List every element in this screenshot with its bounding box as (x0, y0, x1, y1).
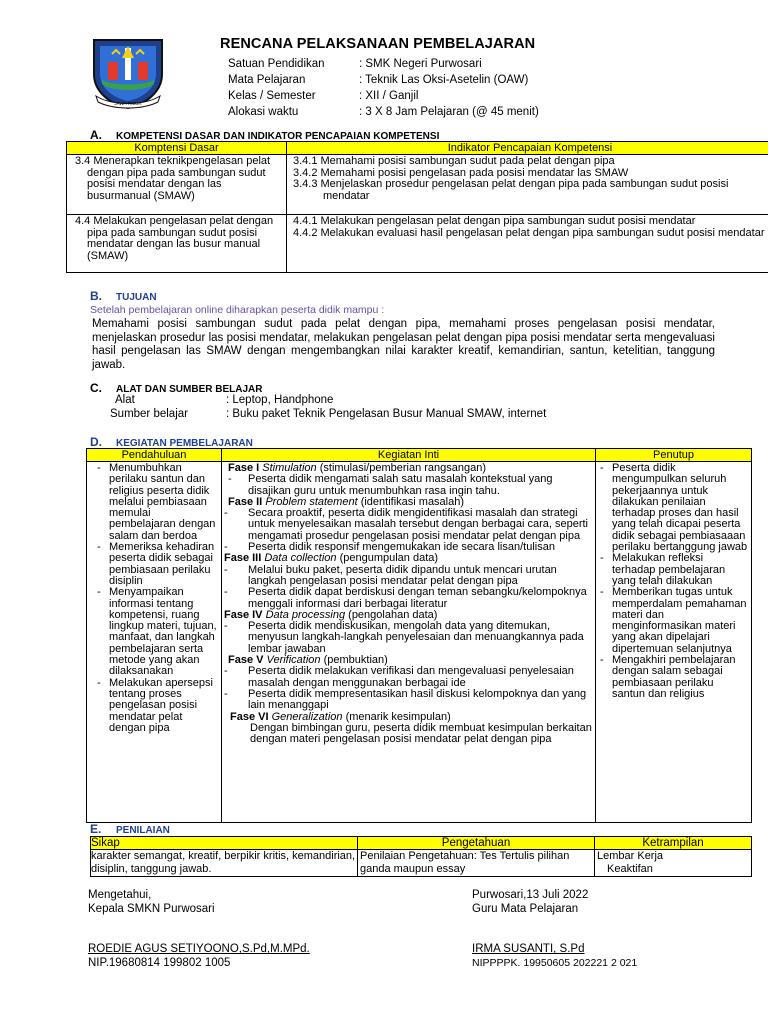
list-item: - Melakukan refleksi terhadap pembelajaran yang telah dilakukan (600, 552, 726, 587)
tools-value: : Leptop, Handphone (226, 394, 334, 406)
assessment-table (90, 836, 752, 877)
tools-label: Alat (115, 394, 135, 406)
section-letter: E. (90, 822, 102, 836)
phase-heading: Fase IV Data processing (pengolahan data) (224, 608, 438, 621)
list-item: - Peserta didik mengumpulkan seluruh pekerjaannya untuk dilakukan penilaian terhadap proses dan hasil yang telah dicapai peserta didik sebagai pembiasaaan perilaku bertanggung jawab (600, 462, 748, 554)
activities-table (86, 448, 752, 823)
section-title: KOMPETENSI DASAR DAN INDIKATOR PENCAPAIAN KOMPETENSI (116, 131, 440, 142)
section-a-heading (90, 128, 439, 142)
closing-header: Penutup (596, 449, 752, 462)
knowledge-cell: Penilaian Pengetahuan: Tes Tertulis pilihan ganda maupun essay (358, 850, 595, 877)
indicator-item: 3.4.1 Memahami posisi sambungan sudut pada pelat dengan pipa (293, 155, 615, 167)
east-java-emblem-logo (86, 34, 170, 110)
sources-value: : Buku paket Teknik Pengelasan Busur Manual SMAW, internet (226, 408, 547, 420)
list-item: - Peserta didik mengamati salah satu masalah kontekstual yang disajikan guru untuk menumbuhkan rasa ingin tahu. (228, 473, 553, 497)
attitude-header: Sikap (91, 837, 358, 850)
list-item: Dengan bimbingan guru, peserta didik membuat kesimpulan berkaitan dengan materi pengelasan posisi mendatar pelat dengan pipa (250, 721, 592, 746)
objective-intro: Setelah pembelajaran online diharapkan peserta didik mampu : (90, 304, 385, 316)
list-item: - Memeriksa kehadiran peserta didik sebagai pembiasaan perilaku disiplin (97, 541, 215, 587)
info-label: Alokasi waktu (228, 106, 299, 118)
section-title: TUJUAN (116, 292, 157, 303)
list-item: - Memberikan tugas untuk memperdalam pemahaman materi dan menginformasikan materi yang akan dipelajari dipertemuan selanjutnya (600, 586, 747, 655)
list-item: - Peserta didik melakukan verifikasi dan mengevaluasi penyelesaian masalah dengan menggunakan berbagai ide (224, 665, 574, 689)
place-date: Purwosari,13 Juli 2022 (472, 889, 589, 901)
table-row (67, 215, 768, 273)
indicator-item: 3.4.3 Menjelaskan prosedur pengelasan pelat dengan pipa pada sambungan sudut posisi mendatar (293, 178, 729, 202)
skill-cell (595, 850, 752, 877)
principal-title: Kepala SMKN Purwosari (88, 903, 215, 915)
info-label: Satuan Pendidikan (228, 58, 325, 70)
phase-heading: Fase III Data collection (pengumpulan data) (224, 552, 439, 565)
indicator-header: Indikator Pencapaian Kompetensi (287, 142, 768, 155)
indicator-item: 4.4.1 Melakukan pengelasan pelat dengan pipa sambungan sudut posisi mendatar (293, 215, 696, 227)
kd-text: 3.4 Menerapkan teknikpengelasan pelat dengan pipa pada sambungan sudut posisi mendatar dengan las busurmanual (SMAW) (75, 155, 271, 202)
info-label: Kelas / Semester (228, 90, 316, 102)
opening-header: Pendahuluan (87, 449, 222, 462)
page-title: RENCANA PELAKSANAAN PEMBELAJARAN (220, 36, 536, 52)
knowledge-header: Pengetahuan (358, 837, 595, 850)
info-value: : Teknik Las Oksi-Asetelin (OAW) (359, 74, 529, 86)
kd-text: 4.4 Melakukan pengelasan pelat dengan pipa pada sambungan sudut posisi mendatar dengan las busur manual (SMAW) (75, 215, 274, 262)
section-e-heading (90, 822, 170, 836)
sources-label: Sumber belajar (110, 408, 188, 420)
phase-heading: Fase II Problem statement (identifikasi masalah) (228, 495, 465, 508)
list-item: - Peserta didik dapat berdiskusi dengan teman sebangku/kelompoknya menggali informasi dari berbagai literatur (224, 586, 587, 610)
info-value: : SMK Negeri Purwosari (359, 58, 482, 70)
list-item: - Menyampaikan informasi tentang kompetensi, ruang lingkup materi, tujuan, manfaat, dan langkah pembelajaran serta metode yang akan dilaksanakan (97, 586, 217, 678)
phase-heading: Fase V Verification (pembuktian) (228, 654, 388, 667)
indicator-item: 4.4.2 Melakukan evaluasi hasil pengelasan pelat dengan pipa sambungan sudut posisi mendatar (293, 226, 765, 239)
section-letter: D. (90, 435, 102, 449)
phase-heading: Fase VI Generalization (menarik kesimpulan) (230, 710, 451, 723)
section-letter: A. (90, 128, 102, 142)
skill-item: Lembar Kerja (597, 850, 664, 862)
objective-text: Memahami posisi sambungan sudut pada pelat dengan pipa, memahami proses pengelasan posisi mendatar, menjelaskan prosedur las posisi mendatar, melakukan pengelasan pelat dengan pipa posisi mendatar serta mengevaluasi hasil pengelasan las SMAW dengan mengembangkan nilai karakter kreatif, kemandirian, santun, ketelitian, tanggung jawab. (92, 318, 715, 371)
teacher-name: IRMA SUSANTI, S.Pd (472, 943, 585, 955)
info-value: : XII / Ganjil (359, 90, 419, 102)
section-d-heading (90, 435, 253, 449)
competency-table (66, 141, 768, 273)
principal-name: ROEDIE AGUS SETIYOONO,S.Pd,M.MPd. (88, 943, 310, 955)
list-item: - Melalui buku paket, peserta didik dipandu untuk mencari urutan langkah pengelasan posisi mendatar pelat dengan pipa (224, 563, 557, 587)
teacher-title: Guru Mata Pelajaran (472, 903, 579, 915)
table-row (67, 155, 768, 215)
info-value: : 3 X 8 Jam Pelajaran (@ 45 menit) (359, 106, 539, 118)
skill-header: Ketrampilan (595, 837, 752, 850)
list-item: - Mengakhiri pembelajaran dengan salam sebagai pembiasaan perilaku santun dan religius (600, 654, 736, 700)
list-item: - Peserta didik mempresentasikan hasil diskusi kelompoknya dan yang lain menanggapi (224, 687, 587, 712)
principal-nip: NIP.19680814 199802 1005 (88, 957, 231, 969)
indicator-item: 3.4.2 Memahami posisi pengelasan pada posisi mendatar las SMAW (293, 166, 629, 179)
acknowledged-label: Mengetahui, (88, 889, 152, 901)
section-title: PENILAIAN (116, 825, 170, 836)
section-letter: C. (90, 381, 102, 395)
list-item: - Secara proaktif, peserta didik mengidentifikasi masalah dan strategi untuk menyelesaikan masalah tersebut dengan berbagai cara, seperti mengamati prosedur pengelasan posisi mendatar pelat dengan pipa (224, 507, 588, 542)
section-title: ALAT DAN SUMBER BELAJAR (116, 384, 263, 395)
core-header: Kegiatan Inti (222, 449, 596, 462)
section-b-heading (90, 289, 157, 303)
core-cell (222, 462, 596, 823)
teacher-nip: NIPPPPK. 19950605 202221 2 021 (472, 957, 638, 969)
phase-heading: Fase I Stimulation (stimulasi/pemberian rangsangan) (228, 462, 487, 474)
section-title: KEGIATAN PEMBELAJARAN (116, 438, 253, 449)
section-letter: B. (90, 289, 102, 303)
section-c-heading (90, 381, 262, 395)
signature-left (88, 888, 310, 970)
kd-header: Komptensi Dasar (67, 142, 287, 155)
list-item: - Peserta didik mendiskusikan, mengolah data yang ditemukan, menyusun langkah-langkah penyelesaian dan menuangkannya pada lembar jawaban (224, 620, 584, 655)
skill-item: Keaktifan (607, 863, 653, 875)
signature-right (472, 888, 637, 970)
list-item: - Menumbuhkan perilaku santun dan religius peserta didik melalui pembiasaan memulai pembelajaran dengan salam dan berdoa (97, 462, 216, 542)
info-label: Mata Pelajaran (228, 74, 306, 86)
table-row (91, 850, 752, 877)
school-info (228, 56, 539, 120)
opening-cell (87, 462, 222, 823)
table-row (87, 462, 752, 823)
attitude-cell: karakter semangat, kreatif, berpikir kritis, kemandirian, disiplin, tanggung jawab. (91, 850, 358, 877)
list-item: - Peserta didik responsif mengemukakan ide secara lisan/tulisan (224, 541, 555, 554)
list-item: - Melakukan apersepsi tentang proses pengelasan posisi mendatar pelat dengan pipa (97, 676, 213, 734)
closing-cell (596, 462, 752, 823)
svg-text:JAWA TIMUR: JAWA TIMUR (114, 101, 142, 106)
